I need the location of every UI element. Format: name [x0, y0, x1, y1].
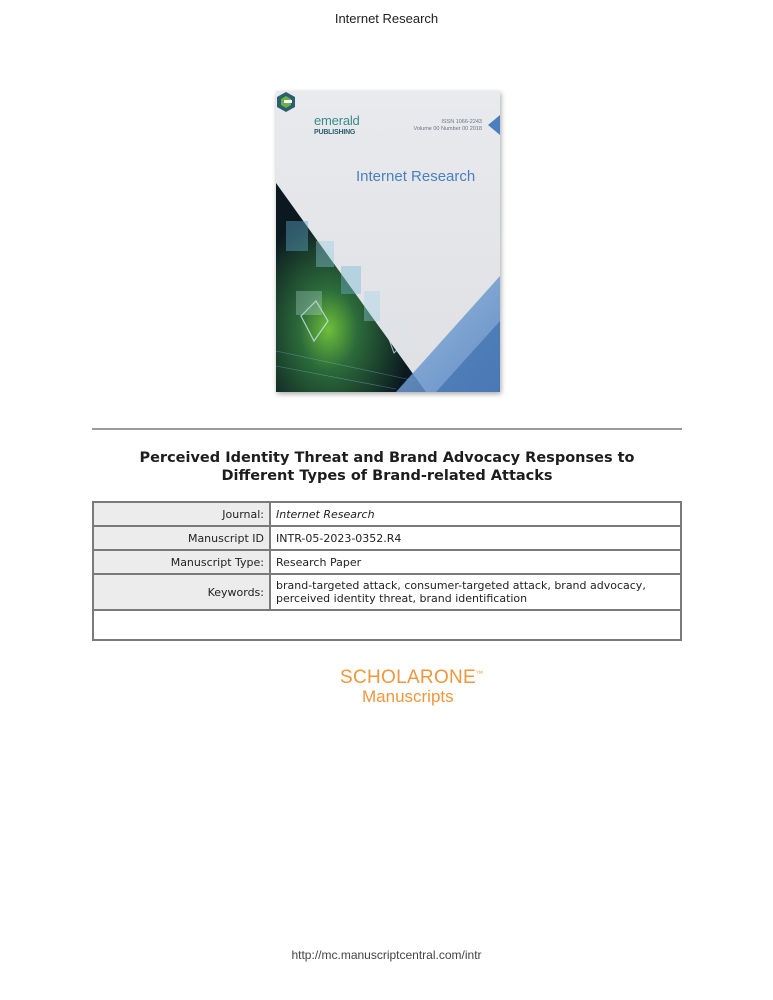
manuscript-metadata-table: [92, 501, 682, 641]
cover-artwork: [276, 91, 500, 392]
table-row: [93, 526, 681, 550]
manuscript-id-value: INTR-05-2023-0352.R4: [270, 526, 681, 550]
cover-publisher: [314, 113, 360, 138]
paper-title-line-1: Perceived Identity Threat and Brand Advocacy Responses to: [139, 450, 635, 466]
scholarone-bottom: Manuscripts: [362, 687, 454, 706]
journal-cover-image: [276, 91, 500, 392]
scholarone-top: SCHOLARONE: [340, 667, 477, 688]
cover-issn-block: [414, 119, 483, 133]
horizontal-rule: [92, 428, 682, 430]
empty-cell: [93, 610, 681, 640]
emerald-logo-icon: [276, 91, 296, 113]
footer-url: http://mc.manuscriptcentral.com/intr: [291, 948, 482, 962]
manuscript-type-label: Manuscript Type:: [93, 550, 270, 574]
table-row: [93, 550, 681, 574]
table-row: [93, 502, 681, 526]
table-row: [93, 574, 681, 610]
paper-title-line-2: Different Types of Brand-related Attacks: [221, 468, 553, 484]
manuscript-id-label: Manuscript ID: [93, 526, 270, 550]
paper-title: [92, 449, 682, 485]
keywords-value: [270, 574, 681, 610]
keywords-line-2: perceived identity threat, brand identification: [276, 592, 528, 605]
keywords-line-1: brand-targeted attack, consumer-targeted attack, brand advocacy,: [276, 579, 646, 592]
scholarone-logo: [340, 667, 483, 707]
cover-volume: Volume 00 Number 00 2018: [413, 126, 482, 132]
manuscript-type-value: Research Paper: [270, 550, 681, 574]
journal-label: Journal:: [93, 502, 270, 526]
cover-publisher-bottom: PUBLISHING: [314, 129, 356, 136]
cover-issn: ISSN 1066-2243: [441, 119, 482, 125]
table-row-empty: [93, 610, 681, 640]
scholarone-tm: ™: [476, 670, 484, 678]
journal-value: Internet Research: [270, 502, 681, 526]
keywords-label: Keywords:: [93, 574, 270, 610]
running-header: Internet Research: [334, 11, 439, 26]
scholarone-wordmark: [340, 667, 483, 689]
cover-publisher-top: emerald: [314, 113, 360, 128]
cover-title: Internet Research: [356, 168, 476, 185]
